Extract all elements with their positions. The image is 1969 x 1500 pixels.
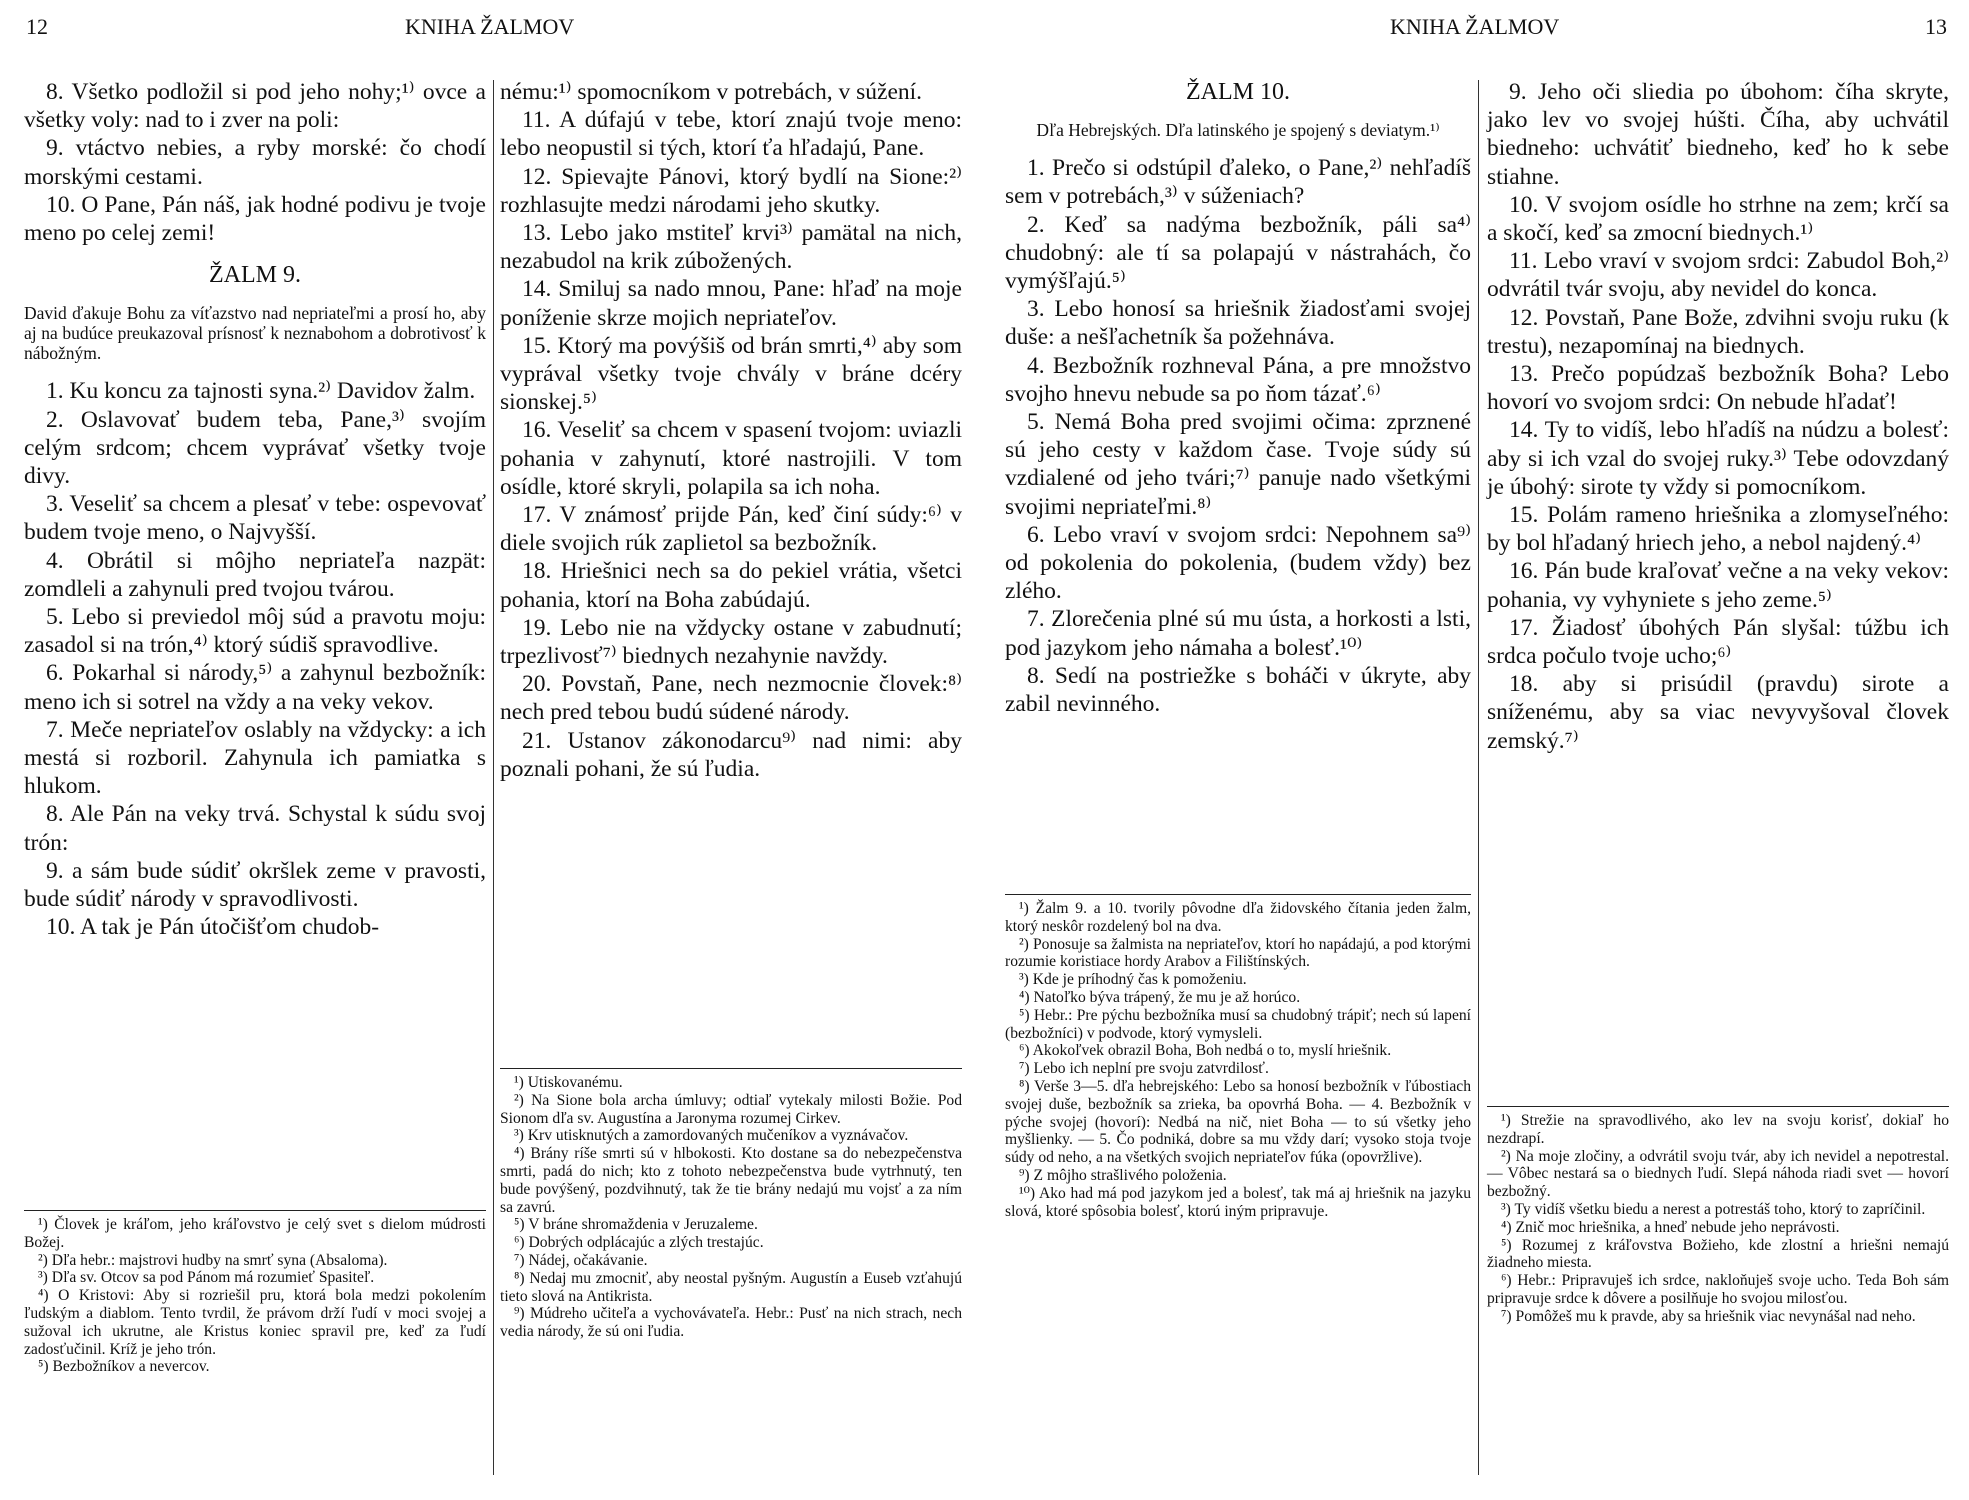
footnote: ⁶) Dobrých odplácajúc a zlých trestajúc. — [514, 1234, 764, 1252]
verse: 13. Lebo jako mstiteľ krvi³⁾ pamätal na nich, nezabudol na krik zúbožených. — [500, 220, 962, 275]
footnote: ⁵) Bezbožníkov a nevercov. — [38, 1358, 210, 1376]
verse: 11. Lebo vraví v svojom srdci: Zabudol Boh,²⁾ odvrátil tvár svoju, aby nevidel do konca. — [1487, 248, 1949, 303]
verse: 8. Sedí na postriežke s boháči v úkryte, aby zabil nevinného. — [1005, 662, 1471, 718]
footnote: ⁷) Pomôžeš mu k pravde, aby sa hriešnik viac nevynášal nad neho. — [1501, 1307, 1916, 1325]
footnote: ⁴) O Kristovi: Aby si rozriešil pru, ktorá bola medzi pokolením ľudským a diablom. Tento tvrdil, že právom drží ľudí v moci svojej a sužoval ich ukrutne, ale Kristus koniec spravil pre, keď za ľudí zadosťučinil. Kríž je jeho trón. — [24, 1287, 486, 1358]
verse: 17. V známosť prijde Pán, keď činí súdy:⁶⁾ v diele svojich rúk zaplietol sa bezbožník. — [500, 502, 962, 557]
footnote: ³) Ty vidíš všetku biedu a nerest a potrestáš toho, ktorý to zapríčinil. — [1501, 1200, 1926, 1218]
verse: 18. Hriešnici nech sa do pekiel vrátia, všetci pohania, ktorí na Boha zabúdajú. — [500, 558, 962, 613]
footnote: ⁶) Hebr.: Pripravuješ ich srdce, nakloňuješ svoje ucho. Teda Boh sám pripravuje srdce k dôvere a posilňuje ho svojou milosťou. — [1487, 1272, 1949, 1307]
footnote: ⁸) Verše 3—5. dľa hebrejského: Lebo sa honosí bezbožník v ľúbostiach svojej duše, bezbožník sa zrieka, ba opovrhá Boha. — 4. Bezbožník v pýche svojej (hovorí): Nedbá na nič, niet Boha — to sú všetky jeho myšlienky. — 5. Čo podniká, dobre sa mu vždy darí; vysoko stoja tvoje súdy od neho, a na všetkých svojich nepriateľov fúka (opovržlive). — [1005, 1077, 1471, 1167]
verse: 19. Lebo nie na vždycky ostane v zabudnutí; trpezlivosť⁷⁾ biednych nezahynie navždy. — [500, 614, 962, 670]
column-4-text — [1487, 78, 1949, 755]
footnote: ⁴) Znič moc hriešnika, a hneď nebude jeho neprávosti. — [1501, 1218, 1840, 1236]
footnote: ²) Na moje zločiny, a odvrátil svoju tvár, aby ich nevidel a nepotrestal. — Vôbec nestará sa o biednych ľudí. Slepá náhoda riadi svet — hovorí bezbožný. — [1487, 1147, 1949, 1201]
column-4-footnotes — [1487, 1112, 1949, 1326]
column-2-footnotes — [500, 1074, 962, 1341]
verse: 3. Lebo honosí sa hriešnik žiadosťami svojej duše: a nešľachetník ša požehnáva. — [1005, 296, 1471, 351]
footnote: ⁷) Nádej, očakávanie. — [514, 1251, 648, 1269]
footnote: ¹) Strežie na spravodlivého, ako lev na svoju korisť, dokiaľ ho nezdrapí. — [1487, 1112, 1949, 1147]
footnote-rule-col3 — [1005, 894, 1471, 895]
verse: 1. Prečo si odstúpil ďaleko, o Pane,²⁾ nehľadíš sem v potrebách,³⁾ v súženiach? — [1005, 155, 1471, 210]
verse: 9. Jeho oči sliedia po úbohom: číha skryte, jako lev vo svojej húšti. Číha, aby uchvátil biedneho: uchvátiť biedneho, keď ho k sebe stiahne. — [1487, 79, 1949, 190]
psalm-summary: David ďakuje Bohu za víťazstvo nad nepriateľmi a prosí ho, aby aj na budúce preukazoval prísnosť k neznabohom a dobrotivosť k nábožným. — [24, 303, 486, 364]
footnote: ²) Na Sione bola archa úmluvy; odtiaľ vytekaly milosti Božie. Pod Sionom dľa sv. Augustína a Jaronyma rozumej Cirkev. — [500, 1091, 962, 1127]
footnote: ³) Dľa sv. Otcov sa pod Pánom má rozumieť Spasiteľ. — [38, 1269, 375, 1287]
verse: 15. Polám rameno hriešnika a zlomyseľného: by bol hľadaný hriech jeho, a nebol najdený.⁴⁾ — [1487, 502, 1949, 557]
page-number-left: 12 — [26, 14, 48, 39]
footnote: ⁴) Natoľko býva trápený, že mu je až horúco. — [1019, 988, 1301, 1006]
psalm-title: ŽALM 10. — [1186, 79, 1290, 105]
footnote: ¹⁰) Ako had má pod jazykom jed a bolesť, tak má aj hriešnik na jazyku slová, ktoré spôsobia bolesť, ktorú iným pripravuje. — [1005, 1184, 1471, 1220]
verse: 5. Nemá Boha pred svojimi očima: zprznené sú jeho cesty v každom čase. Tvoje súdy sú vzdialené od jeho tvári;⁷⁾ panuje nado všetkými svojimi nepriateľmi.⁸⁾ — [1005, 409, 1471, 520]
footnote: ⁵) V bráne shromaždenia v Jeruzaleme. — [514, 1216, 758, 1234]
footnote: ³) Krv utisknutých a zamordovaných mučeníkov a vyznávačov. — [514, 1127, 909, 1145]
verse: 9. a sám bude súdiť okršlek zeme v pravosti, bude súdiť národy v spravodlivosti. — [24, 857, 486, 913]
footnote: ⁴) Brány ríše smrti sú v hlbokosti. Kto dostane sa do nebezpečenstva smrti, padá do nich; kto z tohoto nebezpečenstva bude vytrhnutý, ten bude povýšený, pozdvihnutý, tak že tie brány nedajú mu vojsť a za ním sa zavrú. — [500, 1145, 962, 1216]
verse: 12. Spievajte Pánovi, ktorý bydlí na Sione:²⁾ rozhlasujte medzi národami jeho skutky. — [500, 163, 962, 218]
verse: 8. Všetko podložil si pod jeho nohy;¹⁾ ovce a všetky voly: nad to i zver na poli: — [24, 79, 486, 134]
footnote: ¹) Utiskovanému. — [514, 1074, 623, 1091]
column-3-footnotes — [1005, 900, 1471, 1220]
verse: 14. Smiluj sa nado mnou, Pane: hľaď na moje poníženie skrze mojich nepriateľov. — [500, 276, 962, 331]
footnote-rule-col1 — [24, 1210, 486, 1211]
verse: 15. Ktorý ma povýšiš od brán smrti,⁴⁾ aby som vyprával všetky tvoje chvály v bráne dcéry sionskej.⁵⁾ — [500, 332, 962, 416]
footnote: ¹) Žalm 9. a 10. tvorily pôvodne dľa židovského čítania jeden žalm, ktorý neskôr rozdelený bol na dva. — [1005, 900, 1471, 935]
verse: 14. Ty to vidíš, lebo hľadíš na núdzu a bolesť: aby si ich vzal do svojej ruky.³⁾ Tebe odovzdaný je úbohý: sirote ty vždy si pomocníkom. — [1487, 417, 1949, 500]
verse: 2. Keď sa nadýma bezbožník, páli sa⁴⁾ chudobný: ale tí sa polapajú v nástrahách, čo vymýšľajú.⁵⁾ — [1005, 211, 1471, 295]
verse: 18. aby si prisúdil (pravdu) sirote a sníženému, aby sa viac nevyvyšoval človek zemský.⁷⁾ — [1487, 671, 1949, 754]
verse: 1. Ku koncu za tajnosti syna.²⁾ Davidov žalm. — [46, 378, 476, 405]
footnote: ²) Ponosuje sa žalmista na nepriateľov, ktorí ho napádajú, a pod ktorými rozumie koristiace hordy Arabov a Filištínských. — [1005, 935, 1471, 971]
verse: 4. Obrátil si môjho nepriateľa nazpät: zomdleli a zahynuli pred tvojou tvárou. — [24, 547, 486, 602]
psalm-title: ŽALM 9. — [209, 262, 301, 289]
footnote-rule-col4 — [1487, 1106, 1949, 1107]
verse: 7. Meče nepriateľov oslably na vždycky: a ich mestá si rozboril. Zahynula ich pamiatka s hlukom. — [24, 716, 486, 800]
footnote: ¹) Človek je kráľom, jeho kráľovstvo je celý svet s dielom múdrosti Božej. — [24, 1216, 486, 1251]
running-title-right: KNIHA ŽALMOV — [1390, 14, 1560, 39]
footnote: ²) Dľa hebr.: majstrovi hudby na smrť syna (Absaloma). — [38, 1251, 388, 1269]
verse: 13. Prečo popúdzaš bezbožník Boha? Lebo hovorí vo svojom srdci: On nebude hľadať! — [1487, 361, 1949, 416]
verse: 9. vtáctvo nebies, a ryby morské: čo chodí morskými cestami. — [24, 135, 486, 190]
footnote: ⁵) Rozumej z kráľovstva Božieho, kde zlostní a hriešni nemajú žiadneho miesta. — [1487, 1236, 1949, 1272]
verse: 6. Lebo vraví v svojom srdci: Nepohnem sa⁹⁾ od pokolenia do pokolenia, (budem vždy) bez zlého. — [1005, 521, 1471, 605]
footnote-rule-col2 — [500, 1068, 962, 1069]
verse: 16. Pán bude kraľovať večne a na veky vekov: pohania, vy vyhyniete s jeho zeme.⁵⁾ — [1487, 558, 1949, 613]
verse: 3. Veseliť sa chcem a plesať v tebe: ospevovať budem tvoje meno, o Najvyšší. — [24, 491, 486, 546]
verse: 10. V svojom osídle ho strhne na zem; krčí sa a skočí, keď sa zmocní biednych.¹⁾ — [1487, 191, 1949, 247]
page-number-right: 13 — [1925, 14, 1947, 39]
column-divider-right-page — [1478, 80, 1479, 1475]
verse: 10. A tak je Pán útočišťom chudob- — [46, 914, 380, 941]
verse: 7. Zlorečenia plné sú mu ústa, a horkosti a lsti, pod jazykom jeho námaha a bolesť.¹⁰⁾ — [1005, 606, 1471, 661]
verse: 21. Ustanov zákonodarcu⁹⁾ nad nimi: aby poznali pohani, že sú ľudia. — [500, 727, 962, 782]
verse: 16. Veseliť sa chcem v spasení tvojom: uviazli pohania v zahynutí, ktoré nastrojili. V tom osídle, ktoré skryli, polapila sa ich noha. — [500, 417, 962, 500]
footnote: ⁹) Z môjho strašlivého položenia. — [1019, 1166, 1227, 1184]
verse: 20. Povstaň, Pane, nech nezmocnie človek:⁸⁾ nech pred tebou budú súdené národy. — [500, 671, 962, 726]
verse: nému:¹⁾ spomocníkom v potrebách, v súžení. — [500, 79, 923, 105]
column-3-text — [1005, 78, 1471, 718]
verse: 2. Oslavovať budem teba, Pane,³⁾ svojím celým srdcom; chcem vyprávať všetky tvoje divy. — [24, 406, 486, 490]
column-1-text — [24, 78, 486, 941]
psalm-summary: Dľa Hebrejských. Dľa latinského je spojený s deviatym.¹⁾ — [1036, 120, 1440, 141]
footnote: ³) Kde je príhodný čas k pomoženiu. — [1019, 971, 1247, 989]
column-1-footnotes — [24, 1216, 486, 1376]
footnote: ⁸) Nedaj mu zmocniť, aby neostal pyšným. Augustín a Euseb vzťahujú tieto slová na Antikrista. — [500, 1269, 962, 1305]
verse: 6. Pokarhal si národy,⁵⁾ a zahynul bezbožník: meno ich si sotrel na vždy a na veky vekov. — [24, 660, 486, 715]
footnote: ⁵) Hebr.: Pre pýchu bezbožníka musí sa chudobný trápiť; nech sú lapení (bezbožníci) v podvode, ktorý vymysleli. — [1005, 1006, 1471, 1042]
verse: 8. Ale Pán na veky trvá. Schystal k súdu svoj trón: — [24, 801, 486, 856]
footnote: ⁹) Múdreho učiteľa a vychovávateľa. Hebr.: Pusť na nich strach, nech vedia národy, že sú oni ľudia. — [500, 1305, 962, 1341]
verse: 10. O Pane, Pán náš, jak hodné podivu je tvoje meno po celej zemi! — [24, 191, 486, 247]
footnote: ⁶) Akokoľvek obrazil Boha, Boh nedbá o to, myslí hriešnik. — [1019, 1042, 1392, 1060]
footnote: ⁷) Lebo ich neplní pre svoju zatvrdilosť. — [1019, 1060, 1269, 1078]
column-divider-left-page — [493, 80, 494, 1475]
verse: 5. Lebo si previedol môj súd a pravotu moju: zasadol si na trón,⁴⁾ ktorý súdiš spravodlive. — [24, 604, 486, 659]
running-title-left: KNIHA ŽALMOV — [405, 14, 575, 39]
verse: 17. Žiadosť úbohých Pán slyšal: túžbu ich srdca počulo tvoje ucho;⁶⁾ — [1487, 614, 1949, 670]
column-2-text — [500, 78, 962, 783]
verse: 12. Povstaň, Pane Bože, zdvihni svoju ruku (k trestu), nezapomínaj na biednych. — [1487, 304, 1949, 359]
verse: 11. A dúfajú v tebe, ktorí znajú tvoje meno: lebo neopustil si tých, ktorí ťa hľadajú, Pane. — [500, 107, 962, 162]
verse: 4. Bezbožník rozhneval Pána, a pre množstvo svojho hnevu nebude sa po ňom tázať.⁶⁾ — [1005, 352, 1471, 407]
